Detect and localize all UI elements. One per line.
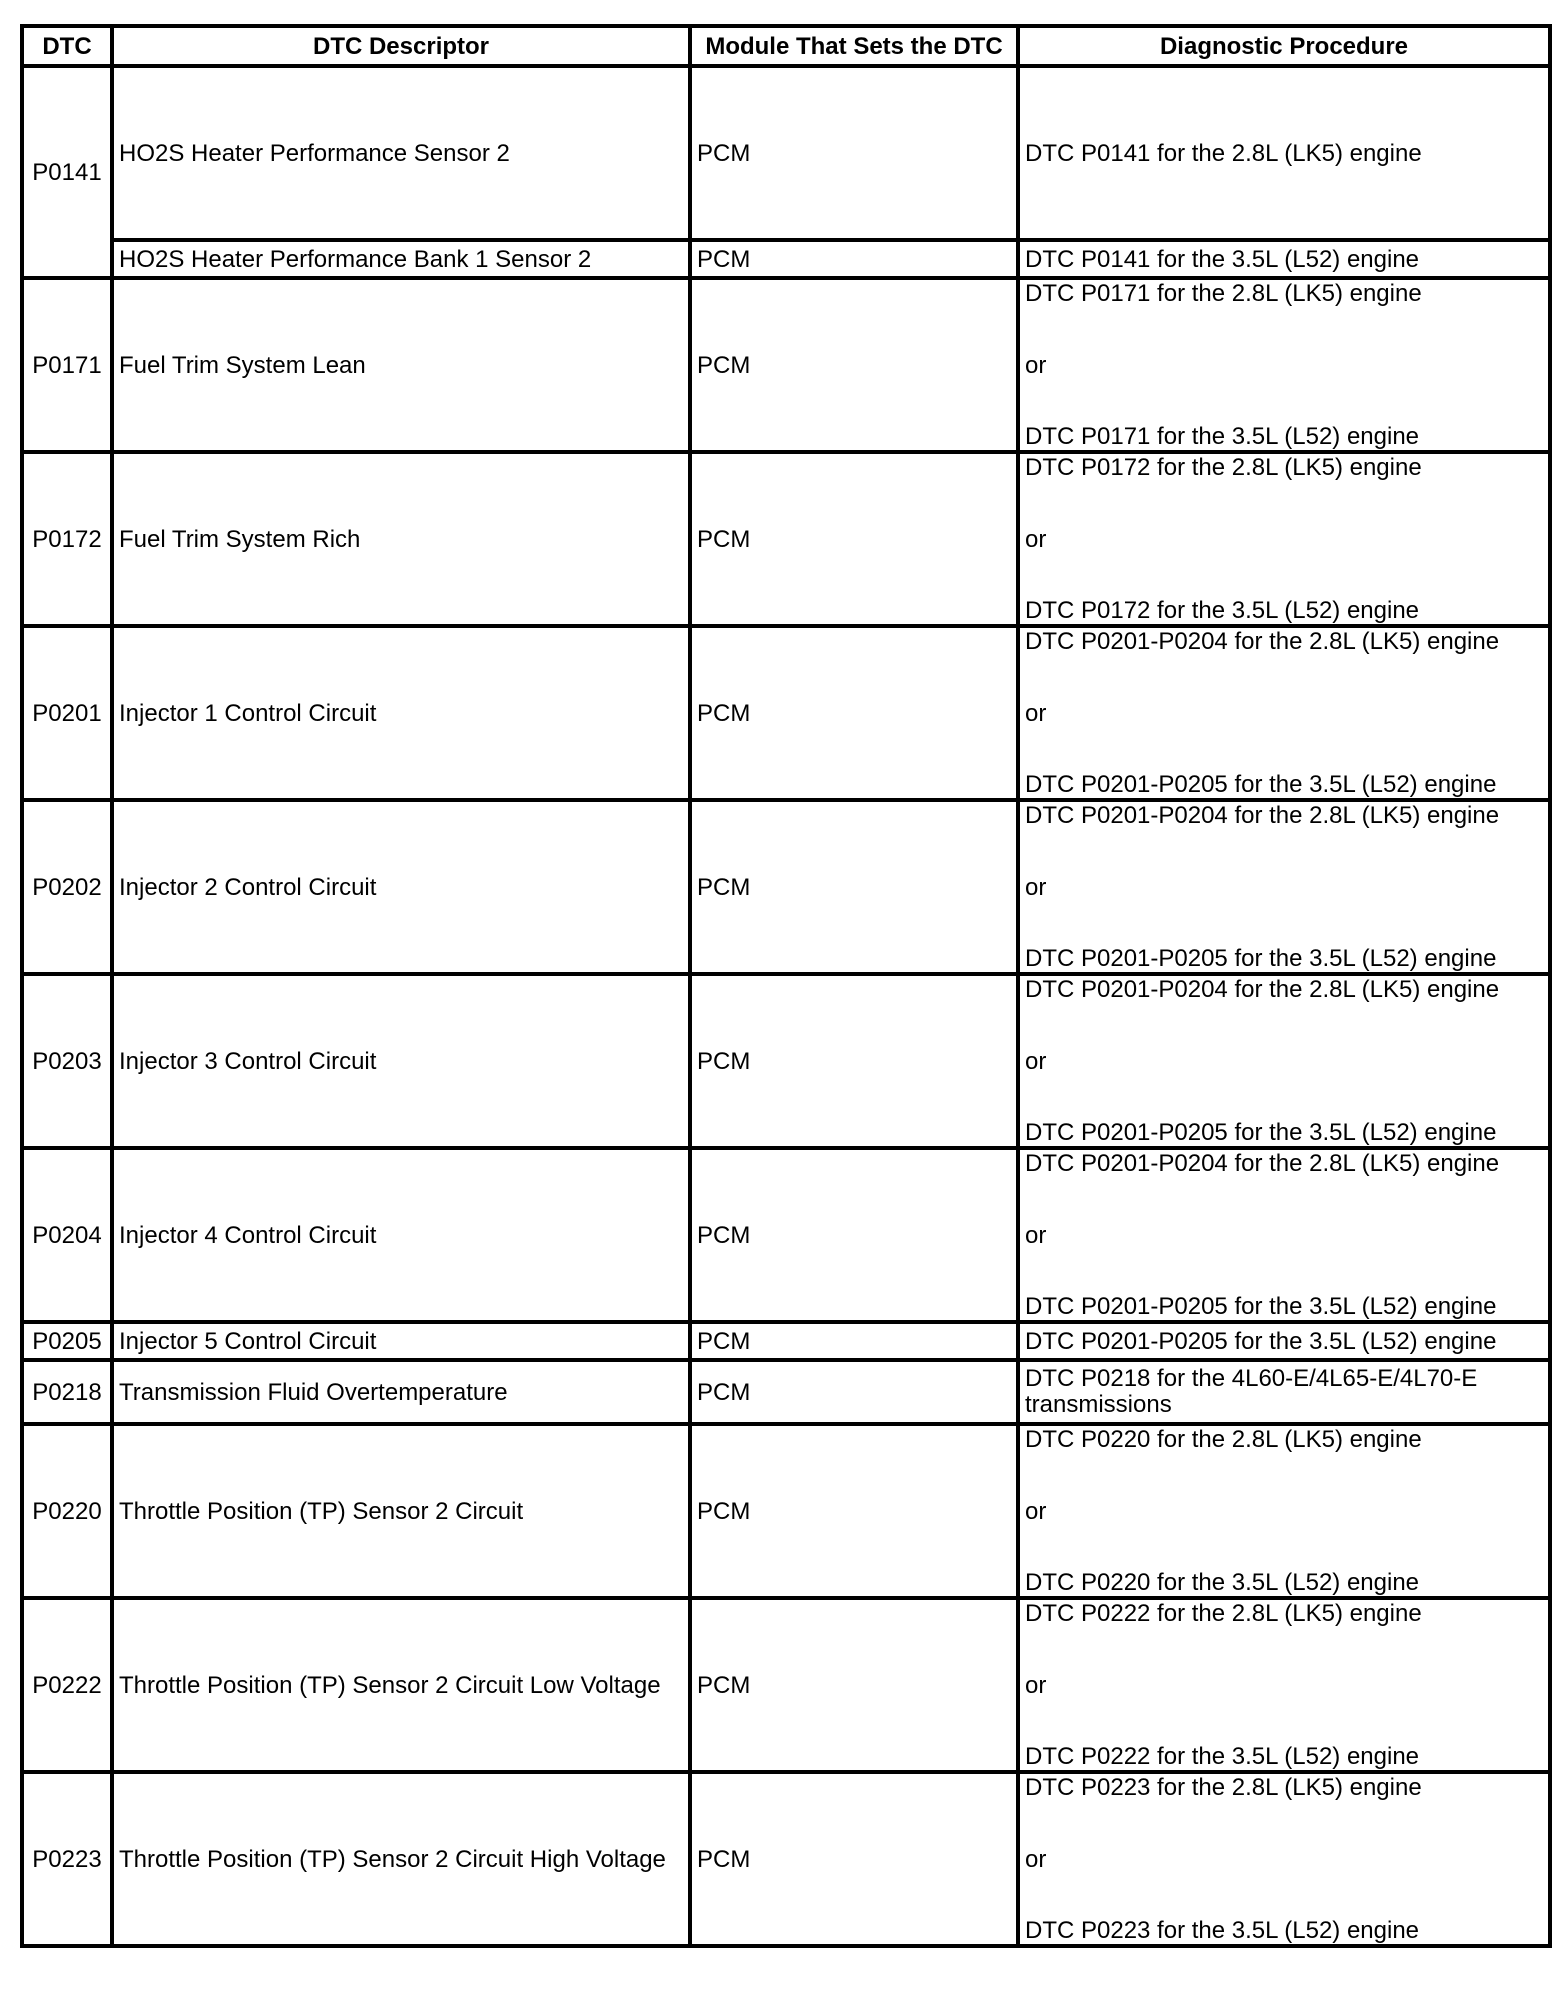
module: PCM — [690, 1772, 1018, 1946]
header-dtc: DTC — [22, 26, 112, 66]
module: PCM — [690, 452, 1018, 626]
dtc-code: P0203 — [22, 974, 112, 1148]
dtc-code: P0141 — [22, 66, 112, 278]
table-row — [22, 626, 1550, 800]
table-row — [22, 278, 1550, 452]
dtc-code: P0202 — [22, 800, 112, 974]
dtc-code: P0171 — [22, 278, 112, 452]
procedure-link[interactable]: DTC P0172 for the 2.8L (LK5) engine — [1025, 454, 1422, 481]
procedure-link[interactable]: DTC P0201-P0204 for the 2.8L (LK5) engine — [1025, 802, 1500, 829]
module: PCM — [690, 1322, 1018, 1360]
diagnostic-procedure — [1018, 1322, 1550, 1360]
dtc-code: P0222 — [22, 1598, 112, 1772]
procedure-link[interactable]: DTC P0201-P0205 for the 3.5L (L52) engine — [1025, 1119, 1497, 1146]
procedure-or: or — [1025, 351, 1047, 379]
procedure-link[interactable]: DTC P0141 for the 3.5L (L52) engine — [1025, 245, 1420, 273]
procedure-link[interactable]: DTC P0220 for the 2.8L (LK5) engine — [1025, 1426, 1422, 1453]
procedure-or: or — [1025, 1221, 1047, 1249]
dtc-code: P0223 — [22, 1772, 112, 1946]
procedure-or: or — [1025, 525, 1047, 553]
procedure-link[interactable]: DTC P0223 for the 3.5L (L52) engine — [1025, 1917, 1420, 1944]
diagnostic-procedure — [1018, 1772, 1550, 1946]
module: PCM — [690, 240, 1018, 278]
module: PCM — [690, 974, 1018, 1148]
procedure-or: or — [1025, 699, 1047, 727]
table-row — [22, 800, 1550, 974]
dtc-descriptor: Injector 5 Control Circuit — [112, 1322, 690, 1360]
dtc-descriptor: Throttle Position (TP) Sensor 2 Circuit High Voltage — [112, 1772, 690, 1946]
diagnostic-procedure — [1018, 626, 1550, 800]
module: PCM — [690, 278, 1018, 452]
table-row — [22, 1598, 1550, 1772]
dtc-descriptor: Fuel Trim System Rich — [112, 452, 690, 626]
diagnostic-procedure — [1018, 1360, 1550, 1424]
dtc-descriptor: Fuel Trim System Lean — [112, 278, 690, 452]
procedure-link[interactable]: DTC P0201-P0204 for the 2.8L (LK5) engine — [1025, 1150, 1500, 1177]
module: PCM — [690, 1148, 1018, 1322]
procedure-link[interactable]: DTC P0222 for the 2.8L (LK5) engine — [1025, 1600, 1422, 1627]
table-row — [22, 1148, 1550, 1322]
procedure-link[interactable]: DTC P0201-P0204 for the 2.8L (LK5) engine — [1025, 976, 1500, 1003]
procedure-link[interactable]: DTC P0201-P0204 for the 2.8L (LK5) engine — [1025, 628, 1500, 655]
header-row — [22, 26, 1550, 66]
diagnostic-procedure — [1018, 278, 1550, 452]
procedure-link[interactable]: DTC P0223 for the 2.8L (LK5) engine — [1025, 1774, 1422, 1801]
dtc-code: P0201 — [22, 626, 112, 800]
procedure-or: or — [1025, 1671, 1047, 1699]
procedure-link[interactable]: DTC P0201-P0205 for the 3.5L (L52) engine — [1025, 1327, 1497, 1355]
table-row — [22, 1772, 1550, 1946]
procedure-link[interactable]: DTC P0220 for the 3.5L (L52) engine — [1025, 1569, 1420, 1596]
diagnostic-procedure — [1018, 452, 1550, 626]
table-row — [22, 974, 1550, 1148]
dtc-descriptor: HO2S Heater Performance Bank 1 Sensor 2 — [112, 240, 690, 278]
procedure-link[interactable]: DTC P0171 for the 3.5L (L52) engine — [1025, 423, 1420, 450]
dtc-code: P0204 — [22, 1148, 112, 1322]
dtc-table — [20, 24, 1552, 1948]
procedure-link[interactable]: DTC P0218 for the 4L60-E/4L65-E/4L70-E transmissions — [1025, 1365, 1478, 1418]
procedure-or: or — [1025, 1845, 1047, 1873]
table-row — [22, 452, 1550, 626]
procedure-link[interactable]: DTC P0141 for the 2.8L (LK5) engine — [1025, 139, 1422, 167]
procedure-link[interactable]: DTC P0222 for the 3.5L (L52) engine — [1025, 1743, 1420, 1770]
diagnostic-procedure — [1018, 800, 1550, 974]
dtc-descriptor: Injector 3 Control Circuit — [112, 974, 690, 1148]
table-row — [22, 1360, 1550, 1424]
dtc-descriptor: Injector 1 Control Circuit — [112, 626, 690, 800]
dtc-descriptor: Throttle Position (TP) Sensor 2 Circuit — [112, 1424, 690, 1598]
dtc-descriptor: Injector 2 Control Circuit — [112, 800, 690, 974]
module: PCM — [690, 800, 1018, 974]
procedure-or: or — [1025, 873, 1047, 901]
table-body — [22, 66, 1550, 1946]
table-row — [22, 1424, 1550, 1598]
procedure-link[interactable]: DTC P0172 for the 3.5L (L52) engine — [1025, 597, 1420, 624]
procedure-link[interactable]: DTC P0201-P0205 for the 3.5L (L52) engine — [1025, 1293, 1497, 1320]
table-row — [22, 240, 1550, 278]
module: PCM — [690, 1424, 1018, 1598]
module: PCM — [690, 1360, 1018, 1424]
table-header — [22, 26, 1550, 66]
module: PCM — [690, 626, 1018, 800]
procedure-link[interactable]: DTC P0171 for the 2.8L (LK5) engine — [1025, 280, 1422, 307]
dtc-descriptor: Throttle Position (TP) Sensor 2 Circuit Low Voltage — [112, 1598, 690, 1772]
header-descriptor: DTC Descriptor — [112, 26, 690, 66]
dtc-code: P0220 — [22, 1424, 112, 1598]
dtc-code: P0218 — [22, 1360, 112, 1424]
diagnostic-procedure — [1018, 240, 1550, 278]
dtc-code: P0172 — [22, 452, 112, 626]
diagnostic-procedure — [1018, 1598, 1550, 1772]
procedure-or: or — [1025, 1497, 1047, 1525]
diagnostic-procedure — [1018, 66, 1550, 240]
module: PCM — [690, 66, 1018, 240]
header-procedure: Diagnostic Procedure — [1018, 26, 1550, 66]
dtc-descriptor: Injector 4 Control Circuit — [112, 1148, 690, 1322]
diagnostic-procedure — [1018, 974, 1550, 1148]
module: PCM — [690, 1598, 1018, 1772]
table-row — [22, 1322, 1550, 1360]
header-module: Module That Sets the DTC — [690, 26, 1018, 66]
diagnostic-procedure — [1018, 1424, 1550, 1598]
table-row — [22, 66, 1550, 240]
procedure-link[interactable]: DTC P0201-P0205 for the 3.5L (L52) engine — [1025, 945, 1497, 972]
dtc-descriptor: Transmission Fluid Overtemperature — [112, 1360, 690, 1424]
procedure-or: or — [1025, 1047, 1047, 1075]
dtc-code: P0205 — [22, 1322, 112, 1360]
procedure-link[interactable]: DTC P0201-P0205 for the 3.5L (L52) engine — [1025, 771, 1497, 798]
diagnostic-procedure — [1018, 1148, 1550, 1322]
dtc-descriptor: HO2S Heater Performance Sensor 2 — [112, 66, 690, 240]
